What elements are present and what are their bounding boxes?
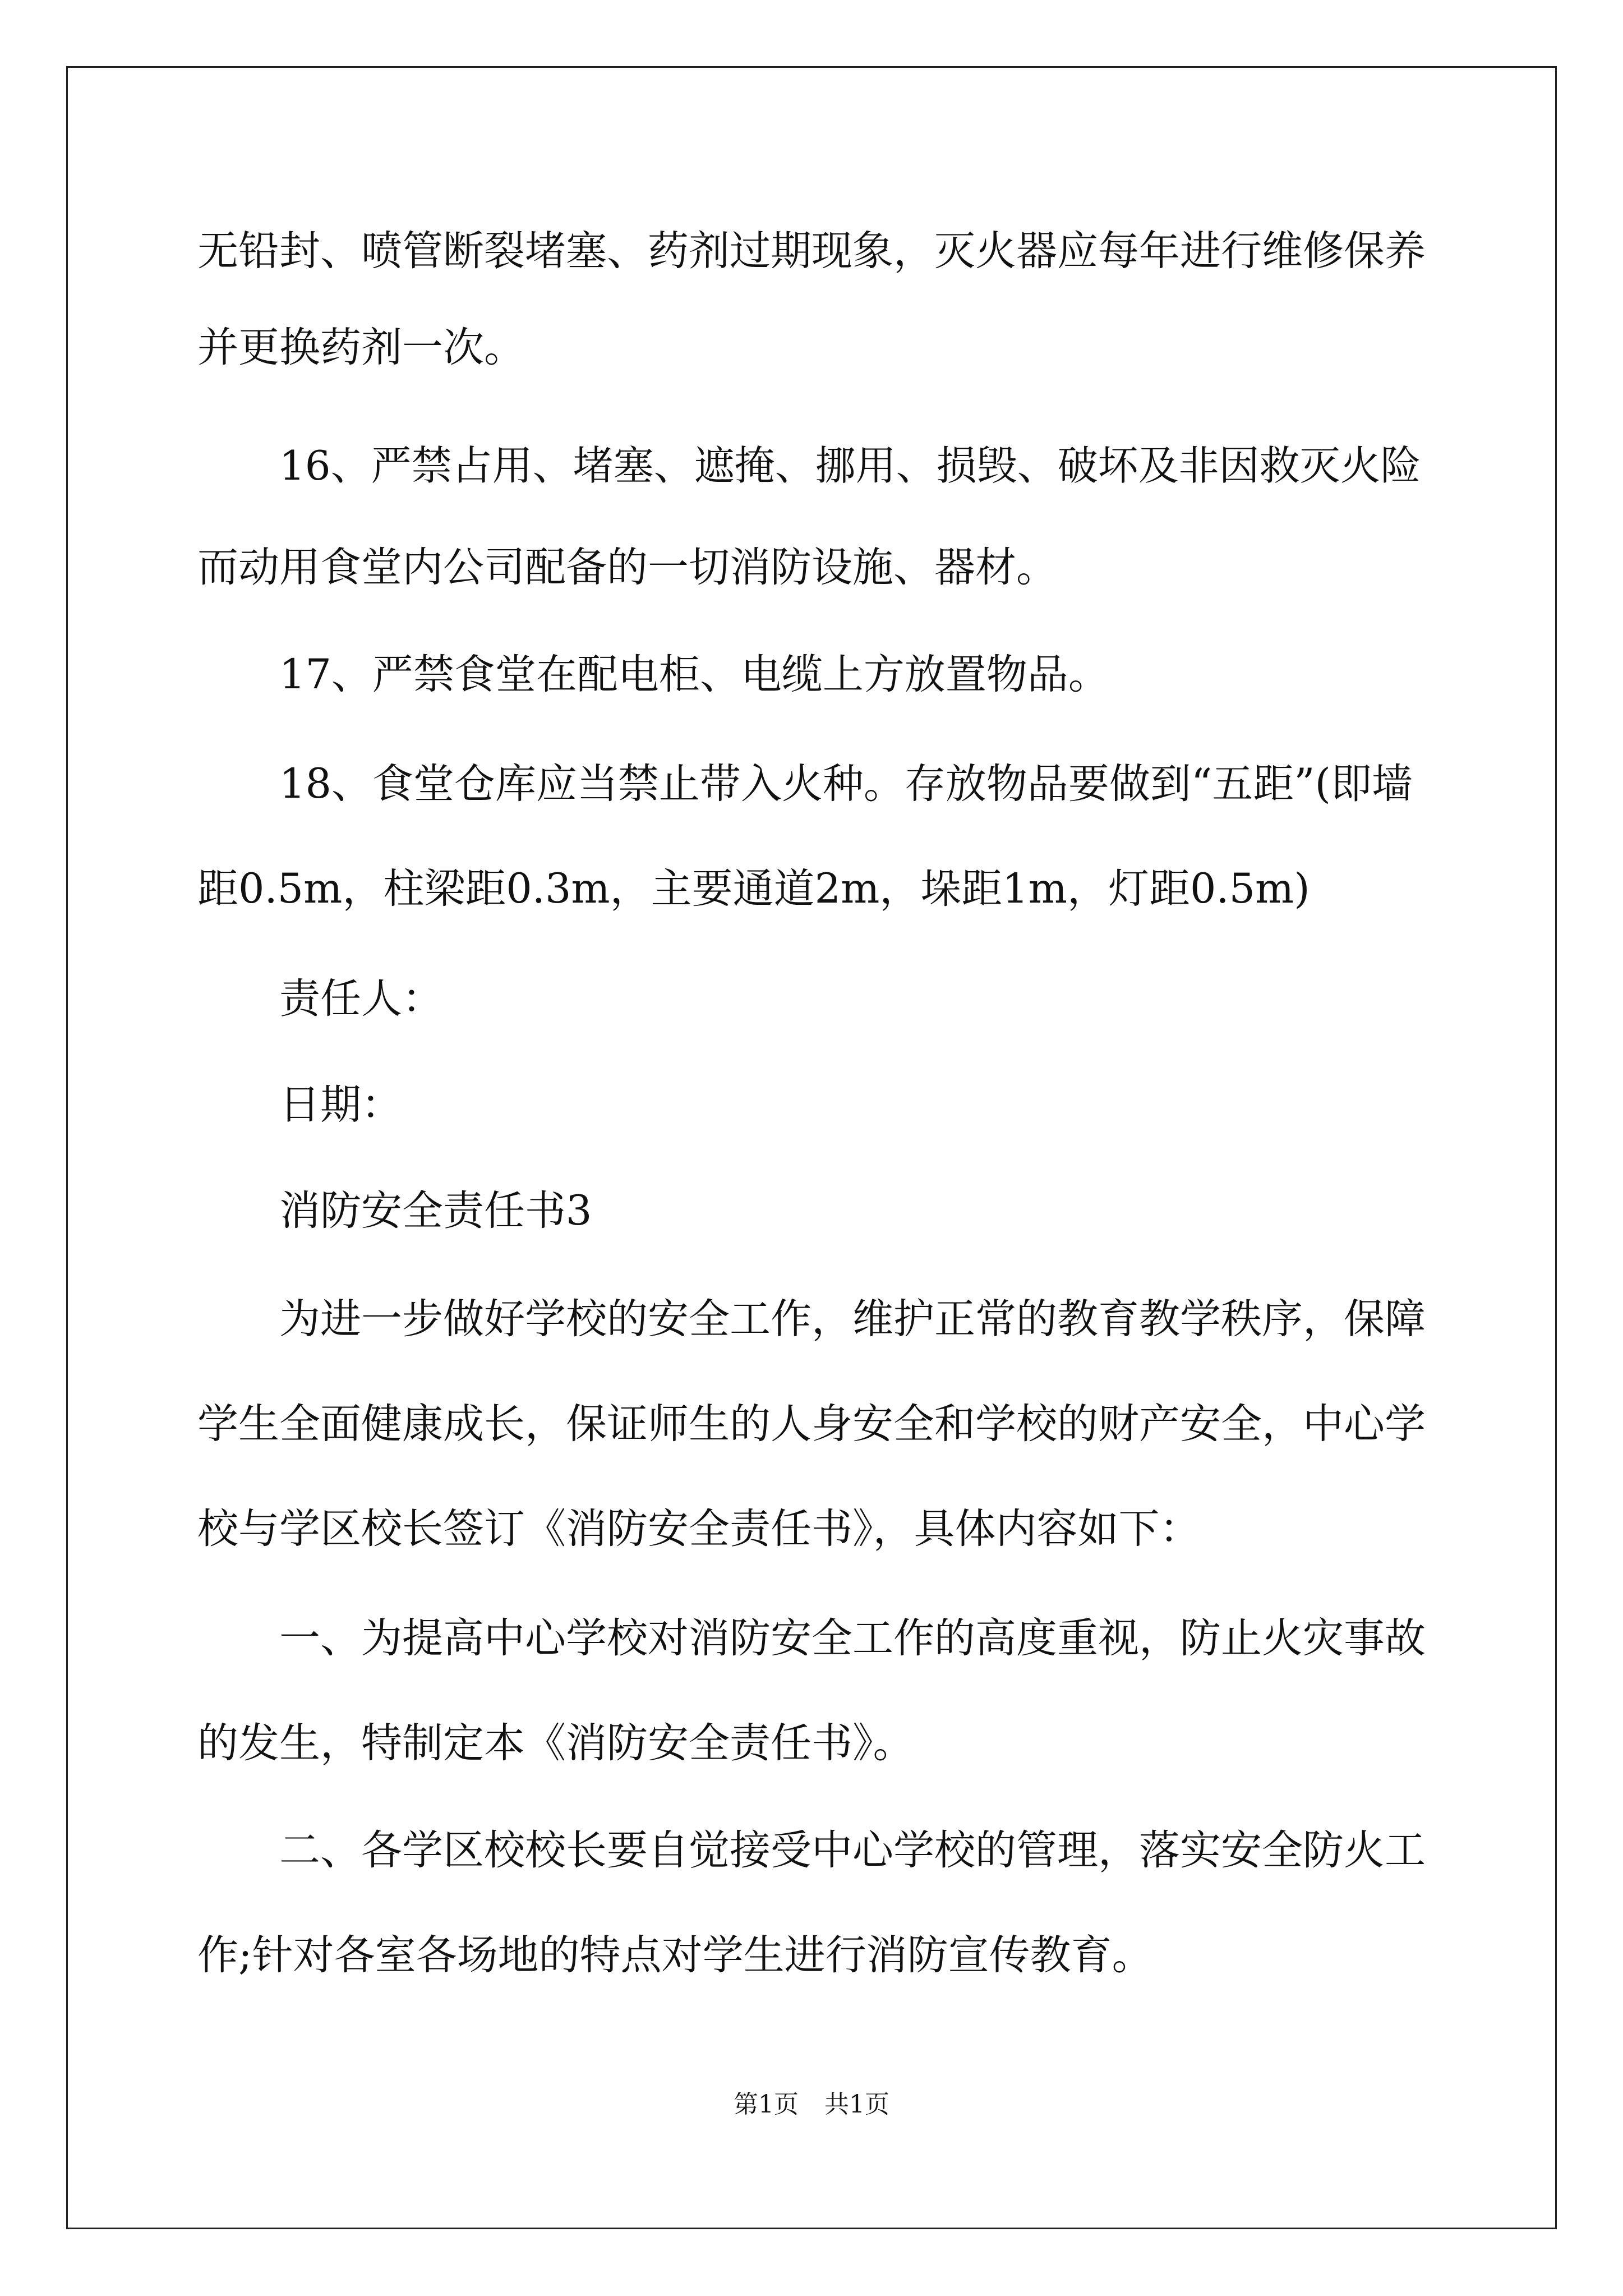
text-line: 18、食堂仓库应当禁止带入火种。存放物品要做到“五距”(即墙 (279, 760, 1413, 808)
section-heading: 消防安全责任书3 (279, 1187, 592, 1235)
page-total: 共1页 (824, 2090, 889, 2119)
text-line: 一、为提高中心学校对消防安全工作的高度重视，防止火灾事故 (279, 1614, 1426, 1662)
text-line: 16、严禁占用、堵塞、遮掩、挪用、损毁、破坏及非因救灭火险 (279, 442, 1421, 489)
text-line: 17、严禁食堂在配电柜、电缆上方放置物品。 (279, 651, 1109, 698)
text-line: 校与学区校长签订《消防安全责任书》，具体内容如下： (197, 1505, 1201, 1553)
text-line: 学生全面健康成长，保证师生的人身安全和学校的财产安全，中心学 (197, 1400, 1426, 1448)
page-number: 第1页 (734, 2090, 799, 2119)
page-footer (0, 2088, 1623, 2122)
text-line: 的发生，特制定本《消防安全责任书》。 (197, 1719, 914, 1767)
page-border (66, 66, 1557, 2229)
text-line: 而动用食堂内公司配备的一切消防设施、器材。 (197, 544, 1057, 591)
text-line: 作;针对各室各场地的特点对学生进行消防宣传教育。 (197, 1931, 1153, 1979)
text-line: 距0.5m，柱梁距0.3m，主要通道2m，垛距1m，灯距0.5m) (197, 865, 1310, 913)
text-line: 并更换药剂一次。 (197, 324, 525, 371)
text-line: 责任人： (279, 975, 443, 1023)
text-line: 日期： (279, 1081, 402, 1129)
text-line: 无铅封、喷管断裂堵塞、药剂过期现象，灭火器应每年进行维修保养 (197, 227, 1426, 275)
text-line: 二、各学区校校长要自觉接受中心学校的管理，落实安全防火工 (279, 1826, 1426, 1874)
text-line: 为进一步做好学校的安全工作，维护正常的教育教学秩序，保障 (279, 1295, 1426, 1343)
